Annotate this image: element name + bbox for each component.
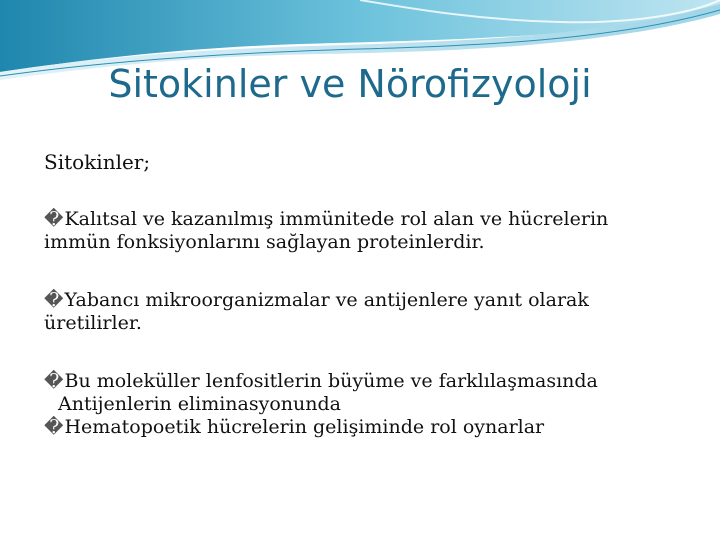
paragraph-1 (44, 208, 684, 254)
section-heading: Sitokinler; (44, 150, 151, 174)
paragraph-3-line-1: �Bu moleküller lenfositlerin büyüme ve farklılaşmasında (44, 370, 598, 392)
slide-title: Sitokinler ve Nörofizyoloji (108, 62, 592, 106)
paragraph-3-line-3: �Hematopoetik hücrelerin gelişiminde rol oynarlar (44, 416, 545, 438)
paragraph-2-line-1: �Yabancı mikroorganizmalar ve antijenlere yanıt olarak (44, 289, 589, 311)
bullet-icon: � (44, 416, 64, 438)
bullet-icon: � (44, 370, 64, 392)
paragraph-1-line-2: immün fonksiyonlarını sağlayan proteinlerdir. (44, 231, 485, 253)
paragraph-3 (44, 370, 684, 439)
paragraph-2-line-2: üretilirler. (44, 312, 142, 334)
paragraph-3-line-2: Antijenlerin eliminasyonunda (58, 393, 341, 415)
bullet-icon: � (44, 289, 64, 311)
paragraph-2 (44, 289, 684, 335)
bullet-icon: � (44, 208, 64, 230)
paragraph-1-line-1: �Kalıtsal ve kazanılmış immünitede rol alan ve hücrelerin (44, 208, 609, 230)
